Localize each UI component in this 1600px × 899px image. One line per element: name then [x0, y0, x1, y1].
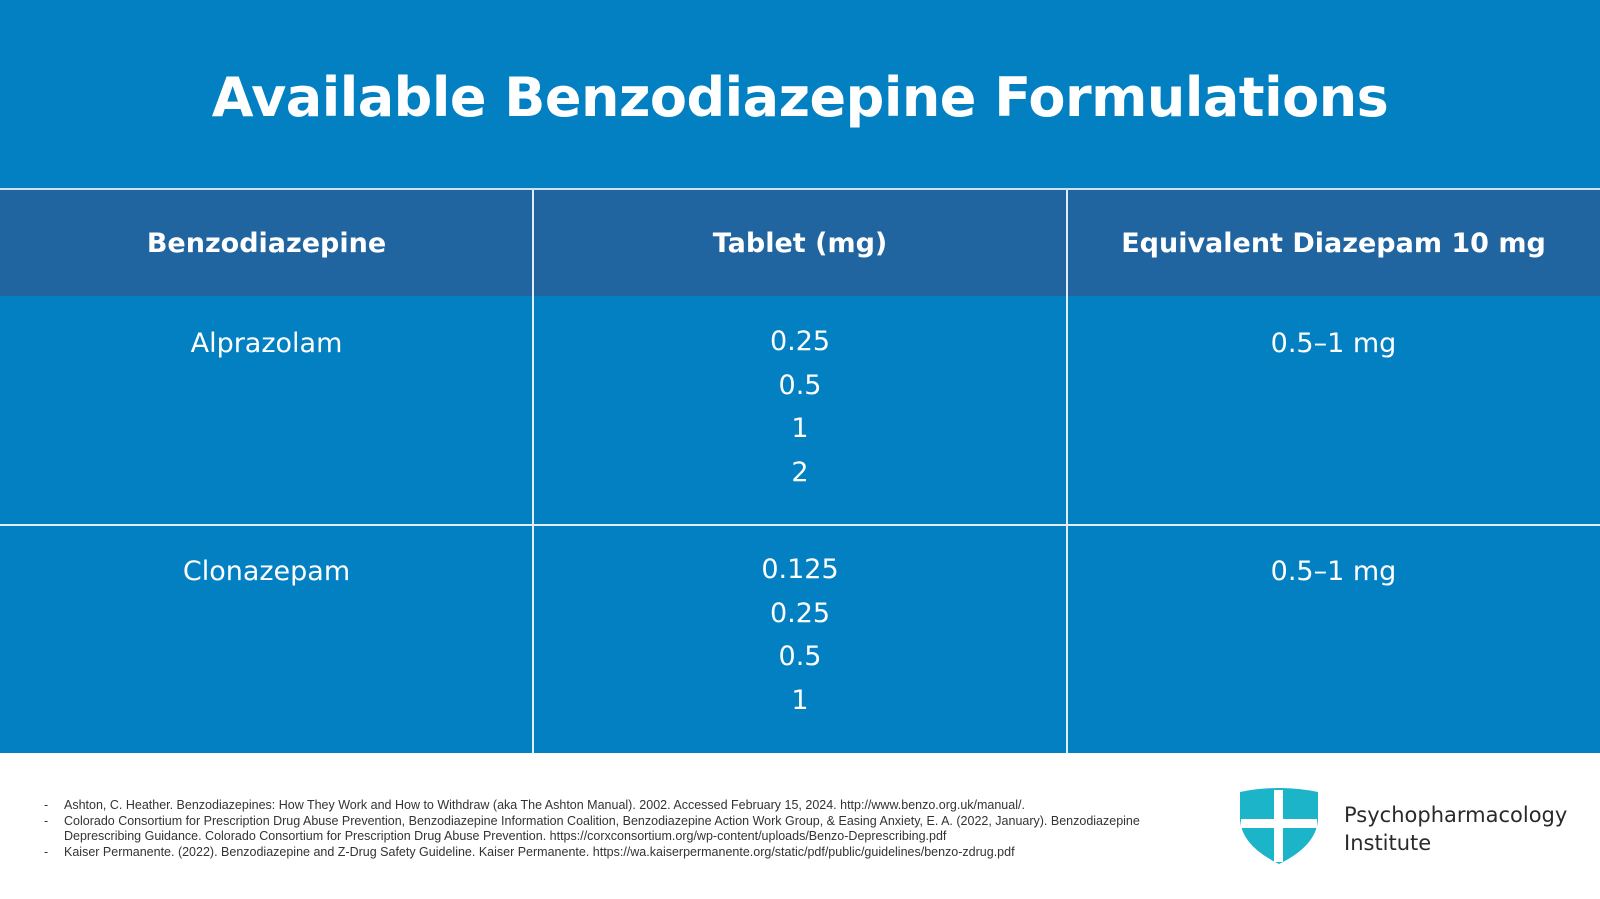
shield-cross-icon	[1238, 786, 1320, 866]
cell-tablet-doses	[533, 320, 1067, 494]
cell-equivalent-dose: 0.5–1 mg	[1270, 328, 1397, 359]
brand-line-1: Psychopharmacology	[1344, 803, 1568, 827]
page-title: Available Benzodiazepine Formulations	[211, 66, 1389, 129]
cell-equivalent-dose: 0.5–1 mg	[1270, 556, 1397, 587]
cell-drug-name: Clonazepam	[182, 556, 351, 587]
brand-name	[1344, 801, 1567, 857]
dose-value: 0.25	[769, 597, 831, 629]
dose-value: 2	[791, 456, 809, 488]
dose-value: 0.125	[761, 554, 839, 585]
row-divider	[0, 524, 1600, 526]
dose-value: 0.5	[778, 641, 822, 672]
brand-line-2: Institute	[1344, 831, 1432, 855]
reference-item: - Colorado Consortium for Prescription Drug Abuse Prevention, Benzodiazepine Information Coalition, Benzodiazepine Action Work Group, & Easing Anxiety, E. A. (2022, January). Benzodiazepine Deprescribing Guidance. Colorado Consortium for Prescription Drug Abuse Prevention. https://corxconsortium.org/wp-content/uploads/Benzo-Deprescribing.pdf	[44, 814, 1184, 845]
cell-drug-name: Alprazolam	[190, 328, 343, 359]
column-header-benzodiazepine: Benzodiazepine	[146, 227, 387, 259]
column-header-tablet: Tablet (mg)	[712, 227, 888, 259]
dose-value: 0.5	[778, 369, 822, 401]
dose-value: 0.25	[769, 326, 831, 357]
reference-item: - Ashton, C. Heather. Benzodiazepines: How They Work and How to Withdraw (aka The Ashton Manual). 2002. Accessed February 15, 2024. http://www.benzo.org.uk/manual/.	[44, 798, 1184, 814]
dose-value: 1	[791, 413, 809, 444]
dose-value: 1	[791, 684, 809, 716]
cell-tablet-doses	[533, 548, 1067, 722]
column-header-equivalent: Equivalent Diazepam 10 mg	[1121, 227, 1546, 259]
reference-item: - Kaiser Permanente. (2022). Benzodiazepine and Z-Drug Safety Guideline. Kaiser Permanente. https://wa.kaiserpermanente.org/static/pdf/public/guidelines/benzo-zdrug.pdf	[44, 845, 1184, 861]
references-list	[44, 798, 1184, 860]
formulations-table	[0, 188, 1600, 753]
